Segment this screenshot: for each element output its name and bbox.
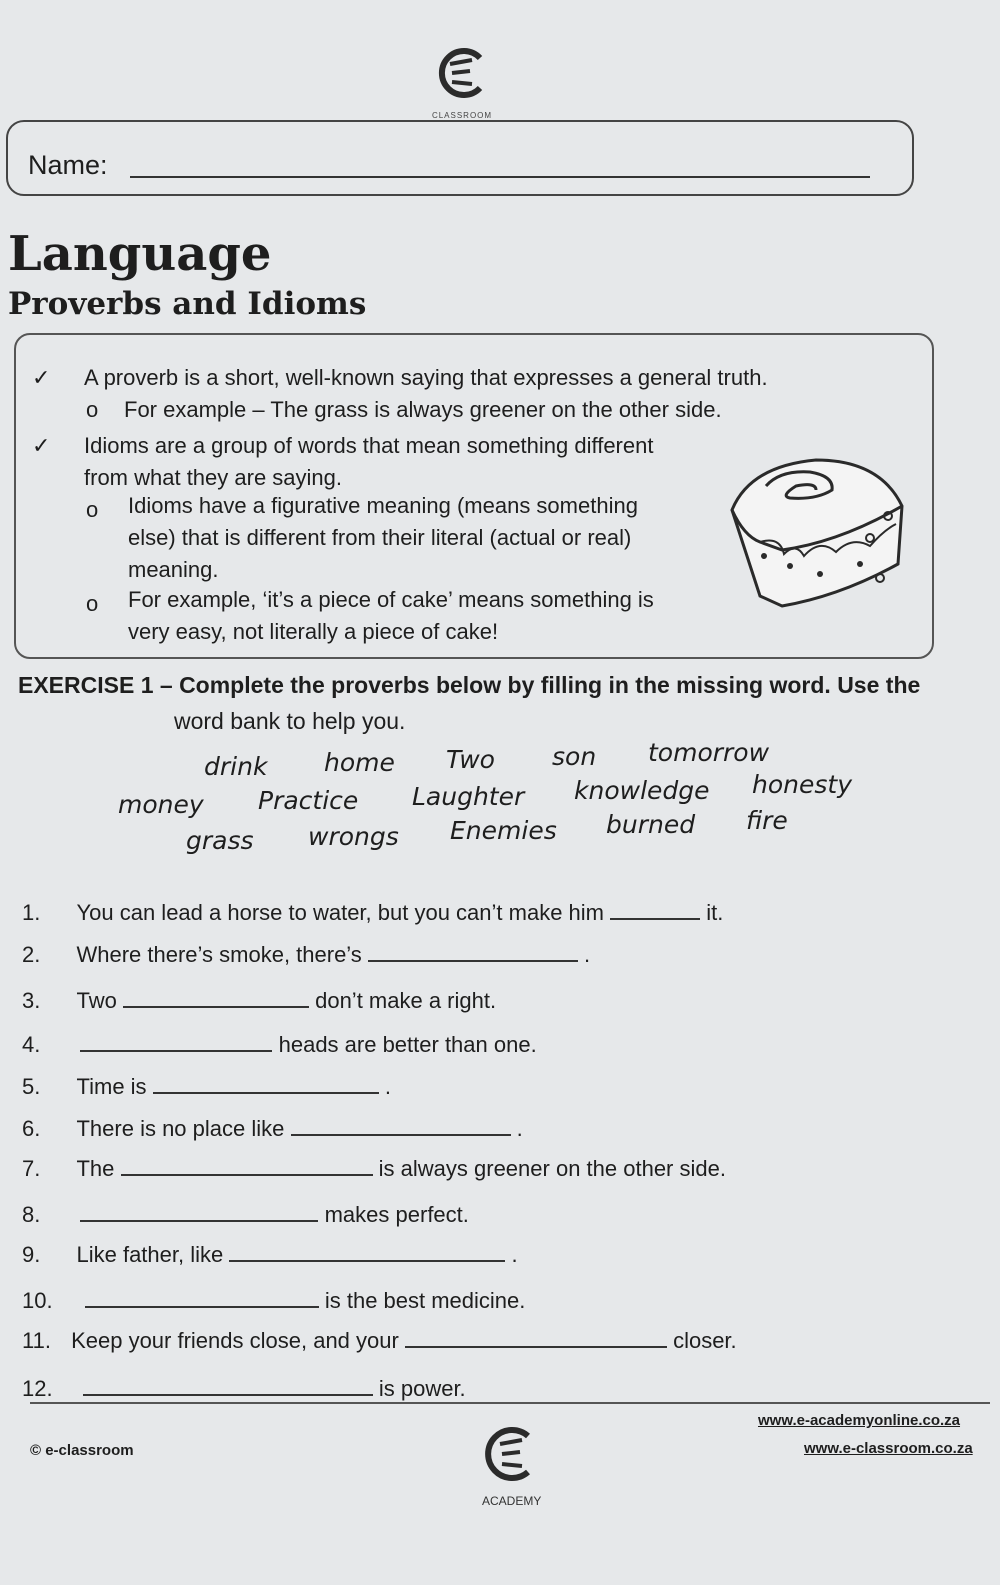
question-number: 5. <box>22 1074 41 1099</box>
word-bank-item: Two <box>446 745 495 774</box>
exercise-title-line2: word bank to help you. <box>174 708 406 734</box>
question-3 <box>22 986 496 1014</box>
question-text-before: Where there’s smoke, there’s <box>76 942 362 967</box>
answer-blank[interactable] <box>610 898 700 920</box>
answer-blank[interactable] <box>83 1374 373 1396</box>
question-text-after: don’t make a right. <box>315 988 497 1013</box>
question-text-after: is the best medicine. <box>324 1288 526 1313</box>
question-9 <box>22 1240 518 1268</box>
question-text-before: Two <box>76 988 117 1013</box>
footer-divider <box>30 1402 990 1404</box>
word-bank-item: Laughter <box>412 782 525 811</box>
word-bank-item: Enemies <box>450 816 557 845</box>
word-bank-item: burned <box>606 810 696 839</box>
academy-logo-text: ACADEMY <box>482 1494 542 1508</box>
question-number: 12. <box>22 1376 53 1401</box>
question-12 <box>22 1374 466 1402</box>
proverb-example: For example – The grass is always greener on the other side. <box>124 397 722 422</box>
classroom-link[interactable]: www.e-classroom.co.za <box>804 1440 973 1457</box>
academy-link[interactable]: www.e-academyonline.co.za <box>758 1412 961 1429</box>
answer-blank[interactable] <box>229 1240 505 1262</box>
answer-blank[interactable] <box>80 1030 272 1052</box>
exercise-title-line1: EXERCISE 1 – Complete the proverbs below by filling in the missing word. Use the <box>18 672 921 698</box>
check-icon: ✓ <box>32 433 51 458</box>
question-number: 2. <box>22 942 41 967</box>
question-text-before: Time is <box>76 1074 147 1099</box>
question-text-after: . <box>516 1116 523 1141</box>
answer-blank[interactable] <box>80 1200 318 1222</box>
answer-blank[interactable] <box>123 986 309 1008</box>
question-number: 8. <box>22 1202 41 1227</box>
word-bank-item: money <box>118 790 204 819</box>
idiom-definition-line2: from what they are saying. <box>84 465 343 490</box>
word-bank-item: grass <box>186 826 254 855</box>
answer-blank[interactable] <box>121 1154 373 1176</box>
question-text-after: it. <box>706 900 724 925</box>
question-number: 1. <box>22 900 41 925</box>
question-6 <box>22 1114 523 1142</box>
question-number: 9. <box>22 1242 41 1267</box>
copyright-text: © e-classroom <box>30 1442 134 1459</box>
question-text-after: is power. <box>378 1376 466 1401</box>
answer-blank[interactable] <box>405 1326 667 1348</box>
classroom-logo <box>422 40 502 120</box>
question-10 <box>22 1286 525 1314</box>
e-academy-logo-icon <box>476 1418 546 1488</box>
figurative-line1: Idioms have a figurative meaning (means something <box>128 493 638 518</box>
word-bank-item: knowledge <box>574 776 710 805</box>
word-bank-item: home <box>324 748 395 777</box>
logo-text: CLASSROOM <box>431 111 493 120</box>
question-number: 10. <box>22 1288 53 1313</box>
question-text-before: You can lead a horse to water, but you can’t make him <box>76 900 604 925</box>
e-logo-icon <box>422 40 502 106</box>
question-4 <box>22 1030 537 1058</box>
question-text-after: is always greener on the other side. <box>378 1156 726 1181</box>
question-number: 4. <box>22 1032 41 1057</box>
word-bank-item: tomorrow <box>648 738 770 767</box>
name-line[interactable] <box>130 176 870 178</box>
question-7 <box>22 1154 726 1182</box>
question-text-after: closer. <box>673 1328 737 1353</box>
answer-blank[interactable] <box>368 940 578 962</box>
answer-blank[interactable] <box>291 1114 511 1136</box>
cake-example-line1: For example, ‘it’s a piece of cake’ means something is <box>128 587 654 612</box>
question-text-before: Keep your friends close, and your <box>71 1328 399 1353</box>
name-label: Name: <box>28 150 108 180</box>
cake-slice-icon <box>720 446 910 616</box>
proverb-definition: A proverb is a short, well-known saying that expresses a general truth. <box>84 365 768 390</box>
question-number: 3. <box>22 988 41 1013</box>
question-number: 11. <box>22 1328 51 1353</box>
question-text-before: There is no place like <box>76 1116 285 1141</box>
question-text-after: heads are better than one. <box>278 1032 537 1057</box>
bullet-icon: o <box>86 591 99 616</box>
question-text-after: makes perfect. <box>324 1202 469 1227</box>
question-text-before: Like father, like <box>76 1242 224 1267</box>
question-text-after: . <box>384 1074 391 1099</box>
word-bank-item: fire <box>746 806 788 835</box>
idiom-definition-line1: Idioms are a group of words that mean something different <box>84 433 654 458</box>
answer-blank[interactable] <box>85 1286 319 1308</box>
question-text-after: . <box>584 942 591 967</box>
name-box <box>6 120 914 196</box>
figurative-line2: else) that is different from their literal (actual or real) <box>128 525 632 550</box>
exercise-title <box>18 672 920 699</box>
question-1 <box>22 898 723 926</box>
question-number: 7. <box>22 1156 41 1181</box>
figurative-line3: meaning. <box>128 557 219 582</box>
question-number: 6. <box>22 1116 41 1141</box>
question-text-after: . <box>511 1242 518 1267</box>
cake-example-line2: very easy, not literally a piece of cake! <box>128 619 499 644</box>
word-bank-item: son <box>552 742 597 771</box>
question-text-before: The <box>76 1156 115 1181</box>
word-bank-item: honesty <box>752 770 852 799</box>
word-bank-item: wrongs <box>308 822 399 851</box>
subject-title: Language <box>8 226 272 282</box>
question-11 <box>22 1326 737 1354</box>
word-bank-item: Practice <box>258 786 359 815</box>
word-bank-item: drink <box>204 752 268 781</box>
question-5 <box>22 1072 391 1100</box>
question-8 <box>22 1200 469 1228</box>
answer-blank[interactable] <box>153 1072 379 1094</box>
bullet-icon: o <box>86 397 99 422</box>
topic-title: Proverbs and Idioms <box>8 286 367 322</box>
check-icon: ✓ <box>32 365 51 390</box>
bullet-icon: o <box>86 497 99 522</box>
question-2 <box>22 940 590 968</box>
